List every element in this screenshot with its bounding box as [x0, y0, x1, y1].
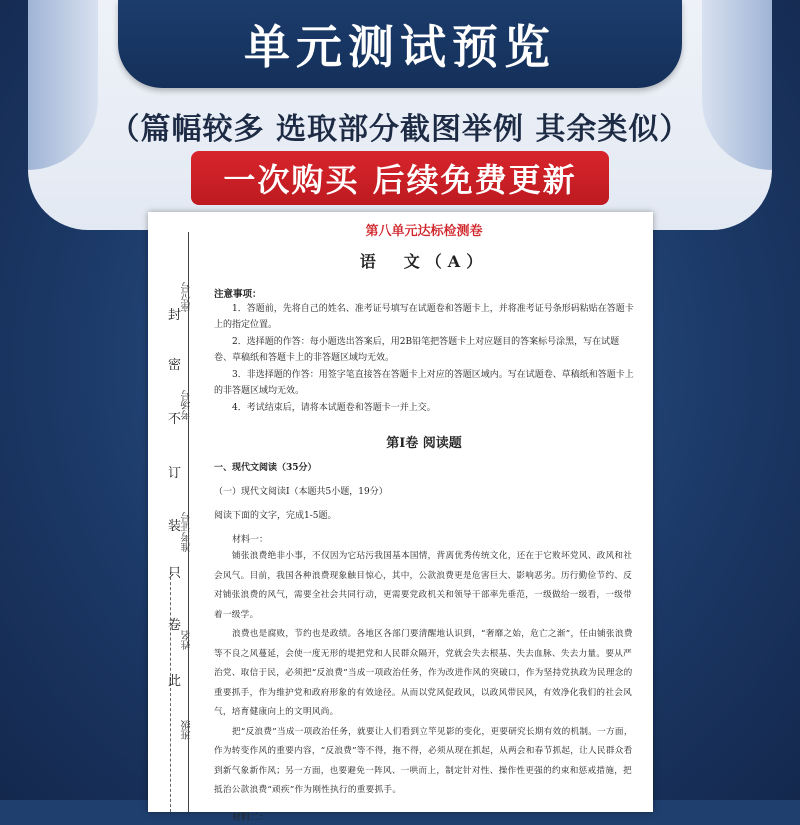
paper-content — [214, 212, 634, 825]
seal-char: 不 — [168, 412, 182, 427]
promo-banner — [191, 151, 609, 205]
seal-char: 订 — [168, 466, 182, 481]
seal-char: 密 — [168, 358, 182, 373]
subject-heading: 语 文（A） — [359, 252, 489, 271]
seal-char: 装 — [168, 519, 182, 534]
section-heading: 一、现代文阅读（35分） — [214, 463, 317, 473]
seal-line-column — [148, 212, 200, 812]
paper-title: 第八单元达标检测卷 — [365, 224, 483, 239]
notice-item: 2．选择题的作答：每小题选出答案后，用2B铅笔把答题卡上对应题目的答案标号涂黑，写在试题卷、草稿纸和答题卡上的非答题区域均无效。 — [214, 337, 620, 363]
seal-char: 封 — [168, 308, 182, 323]
name-label: 姓名 — [182, 630, 193, 650]
banner-title: 单元测试预览 — [244, 20, 556, 74]
seal-dashed-line — [170, 572, 171, 812]
notice-item: 3．非选择题的作答：用签字笔直接答在答题卡上对应的答题区域内。写在试题卷、草稿纸和答题卡上的非答题区域均无效。 — [214, 370, 634, 396]
seat-number-label: 座位号 — [182, 282, 193, 312]
promo-text: 一次购买 后续免费更新 — [223, 161, 577, 199]
passage-paragraph: 把“反浪费”当成一项政治任务，就要让人们看到立竿见影的变化，更要研究长期有效的机制。一方面，作为转变作风的重要内容，“反浪费”等不得，拖不得，必须从现在抓起，从两会和春节抓起，让人民群众看到新气象新作风；另一方面，也要避免一阵风、一哄而上，制定针对性、操作性更强的约束和惩戒措施，把抵治公款浪费“顽疾”作为刚性执行的重要抓手。 — [214, 726, 633, 795]
material-label: 材料二： — [232, 812, 269, 823]
passage-paragraph: 浪费也是腐败，节约也是政绩。各地区各部门要清醒地认识到，“奢靡之始，危亡之渐”，任由铺张浪费等不良之风蔓延，会使一度无形的堤把党和人民群众隔开，党就会失去根基、失去血脉、失去力量。要从严治党、取信于民，必须把“反浪费”当成一项政治任务，作为改进作风的突破口，作为坚持党执政为民理念的重要抓手，作为维护党和政府形象的有效途径。从而以党风促政风，以政风带民风，有效净化我们的社会风气，培育健康向上的文明风尚。 — [214, 629, 633, 717]
banner-subtitle: （篇幅较多 选取部分截图举例 其余类似） — [109, 112, 691, 147]
notice-item: 1．答题前，先将自己的姓名、准考证号填写在试题卷和答题卡上，并将准考证号条形码粘贴在答题卡上的指定位置。 — [214, 304, 634, 330]
notice-heading: 注意事项： — [214, 289, 262, 300]
admission-number-label: 准考证号 — [182, 512, 193, 552]
reading-instruction: 阅读下面的文字，完成1-5题。 — [214, 511, 337, 521]
class-label: 班级 — [182, 720, 193, 740]
title-banner — [118, 0, 682, 88]
exam-room-label: 考场号 — [182, 390, 193, 420]
seal-char: 只 — [168, 566, 182, 581]
subsection-heading: （一）现代文阅读Ⅰ（本题共5小题，19分） — [214, 487, 388, 497]
seal-char: 此 — [168, 674, 182, 689]
passage-paragraph: 铺张浪费绝非小事，不仅因为它玷污我国基本国情，背离优秀传统文化，还在于它败坏党风、政风和社会风气。目前，我国各种浪费现象触目惊心，其中，公款浪费更是危害巨大、影响恶劣。历行勤俭节约、反对铺张浪费的风气，需要全社会共同行动，更需要党政机关和领导干部率先垂范，一级做给一级看，一级带着一级学。 — [214, 551, 633, 620]
exam-paper — [148, 212, 653, 823]
part-title: 第Ⅰ卷 阅读题 — [386, 436, 462, 451]
material-label: 材料一： — [232, 535, 269, 545]
notice-item: 4．考试结束后，请将本试题卷和答题卡一并上交。 — [232, 403, 436, 413]
seal-char: 卷 — [168, 618, 182, 633]
